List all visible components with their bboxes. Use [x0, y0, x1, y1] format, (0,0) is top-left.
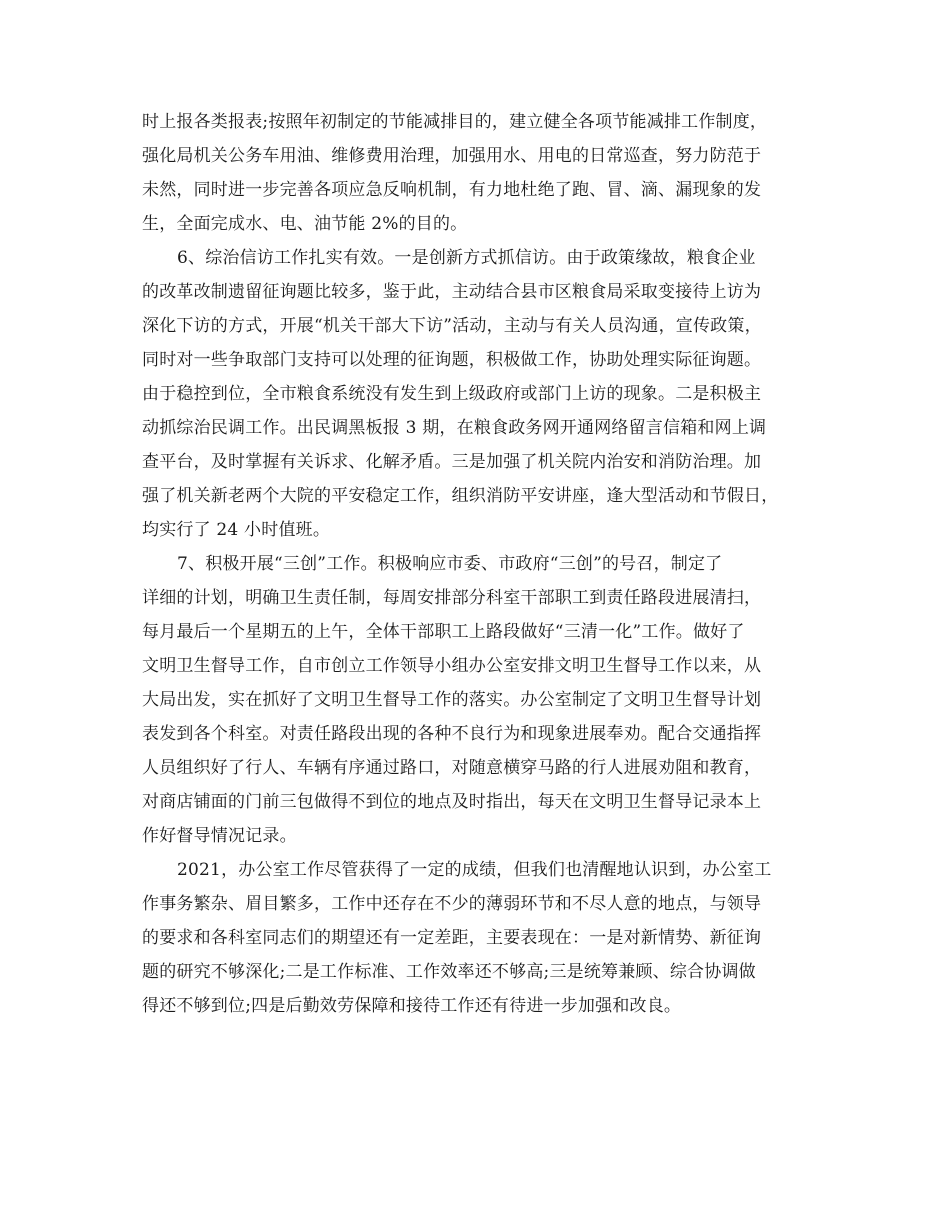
text-line: 7、积极开展“三创”工作。积极响应市委、市政府“三创”的号召，制定了: [177, 554, 723, 574]
text-line: 每月最后一个星期五的上午，全体干部职工上路段做好“三清一化”工作。做好了: [142, 622, 745, 642]
document-body: [142, 105, 824, 1023]
text-line: 的改革改制遗留征询题比较多，鉴于此，主动结合县市区粮食局采取变接待上访为: [142, 282, 762, 302]
text-line: 作好督导情况记录。: [142, 826, 297, 846]
text-line: 同时对一些争取部门支持可以处理的征询题，积极做工作，协助处理实际征询题。: [142, 350, 762, 370]
text-line: 对商店铺面的门前三包做得不到位的地点及时指出，每天在文明卫生督导记录本上: [142, 792, 762, 812]
text-line: 强化局机关公务车用油、维修费用治理，加强用水、用电的日常巡查，努力防范于: [142, 146, 762, 166]
text-line: 时上报各类报表;按照年初制定的节能减排目的，建立健全各项节能减排工作制度，: [142, 112, 768, 132]
text-line: 表发到各个科室。对责任路段出现的各种不良行为和现象进展奉劝。配合交通指挥: [142, 724, 762, 744]
paragraph-three-creations: [142, 547, 824, 853]
paragraph-energy-saving: [142, 105, 824, 241]
text-line: 6、综治信访工作扎实有效。一是创新方式抓信访。由于政策缘故，粮食企业: [177, 248, 756, 268]
text-line: 生，全面完成水、电、油节能 2%的目的。: [142, 214, 468, 234]
paragraph-summary-shortcomings: [142, 853, 824, 1023]
text-line: 2021，办公室工作尽管获得了一定的成绩，但我们也清醒地认识到，办公室工: [177, 860, 772, 880]
paragraph-petition-work: [142, 241, 824, 547]
text-line: 大局出发，实在抓好了文明卫生督导工作的落实。办公室制定了文明卫生督导计划: [142, 690, 762, 710]
text-line: 作事务繁杂、眉目繁多，工作中还存在不少的薄弱环节和不尽人意的地点，与领导: [142, 894, 762, 914]
text-line: 题的研究不够深化;二是工作标准、工作效率还不够高;三是统筹兼顾、综合协调做: [142, 962, 756, 982]
text-line: 未然，同时进一步完善各项应急反响机制，有力地杜绝了跑、冒、滴、漏现象的发: [142, 180, 762, 200]
text-line: 详细的计划，明确卫生责任制，每周安排部分科室干部职工到责任路段进展清扫，: [142, 588, 762, 608]
text-line: 深化下访的方式，开展“机关干部大下访”活动，主动与有关人员沟通，宣传政策，: [142, 316, 762, 336]
text-line: 人员组织好了行人、车辆有序通过路口，对随意横穿马路的行人进展劝阻和教育，: [142, 758, 762, 778]
text-line: 的要求和各科室同志们的期望还有一定差距，主要表现在：一是对新情势、新征询: [142, 928, 762, 948]
text-line: 强了机关新老两个大院的平安稳定工作，组织消防平安讲座，逢大型活动和节假日，: [142, 486, 779, 506]
text-line: 由于稳控到位，全市粮食系统没有发生到上级政府或部门上访的现象。二是积极主: [142, 384, 762, 404]
text-line: 均实行了 24 小时值班。: [142, 520, 331, 540]
text-line: 动抓综治民调工作。出民调黑板报 3 期，在粮食政务网开通网络留言信箱和网上调: [142, 418, 767, 438]
text-line: 文明卫生督导工作，自市创立工作领导小组办公室安排文明卫生督导工作以来，从: [142, 656, 762, 676]
text-line: 查平台，及时掌握有关诉求、化解矛盾。三是加强了机关院内治安和消防治理。加: [142, 452, 762, 472]
text-line: 得还不够到位;四是后勤效劳保障和接待工作还有待进一步加强和改良。: [142, 996, 682, 1016]
